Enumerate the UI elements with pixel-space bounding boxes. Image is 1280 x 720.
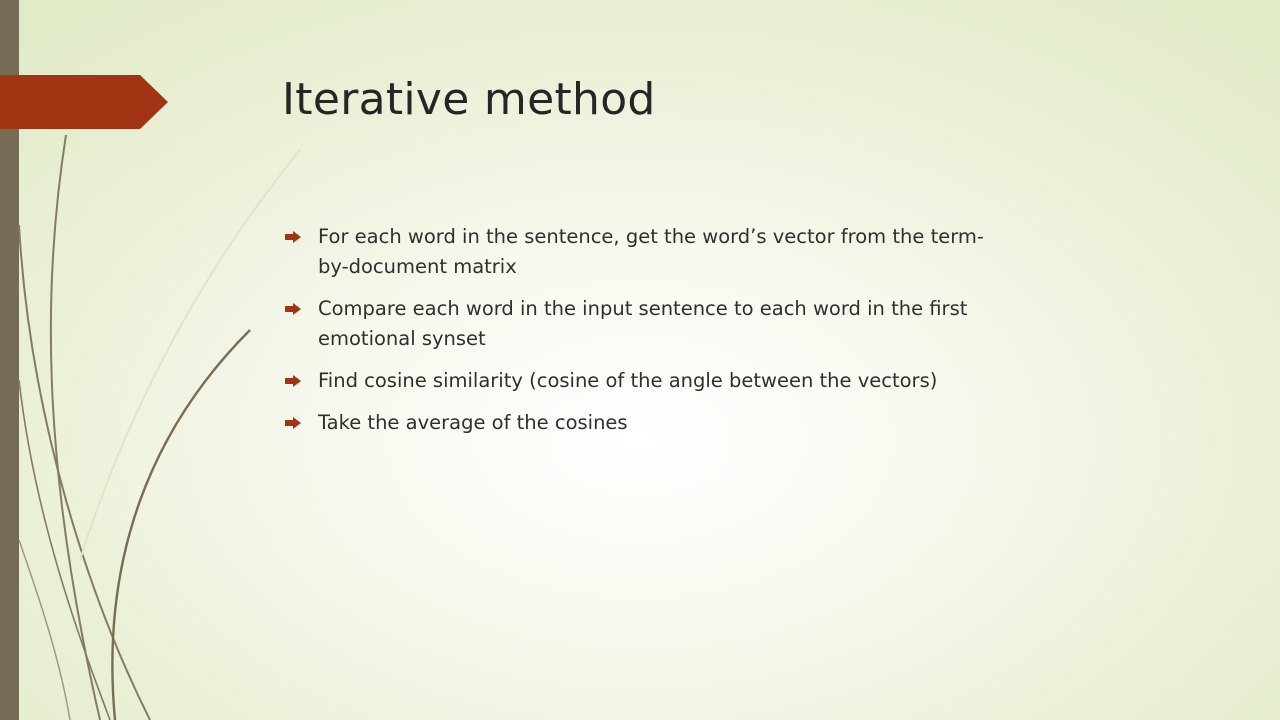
bullet-item <box>285 294 985 354</box>
bullet-text: Take the average of the cosines <box>318 411 628 434</box>
bullet-text: Compare each word in the input sentence to each word in the first emotional synset <box>318 297 968 350</box>
bullet-item <box>285 222 985 282</box>
arrow-right-icon <box>285 303 301 315</box>
arrow-right-icon <box>285 375 301 387</box>
arrow-right-icon <box>285 231 301 243</box>
bullet-list <box>285 222 985 450</box>
bullet-item <box>285 366 985 396</box>
bullet-text: Find cosine similarity (cosine of the angle between the vectors) <box>318 369 938 392</box>
bullet-text: For each word in the sentence, get the word’s vector from the term-by-document matrix <box>318 225 984 278</box>
arrow-right-icon <box>285 417 301 429</box>
bullet-item <box>285 408 985 438</box>
slide-title: Iterative method <box>282 74 656 125</box>
title-accent-tab <box>0 75 168 129</box>
